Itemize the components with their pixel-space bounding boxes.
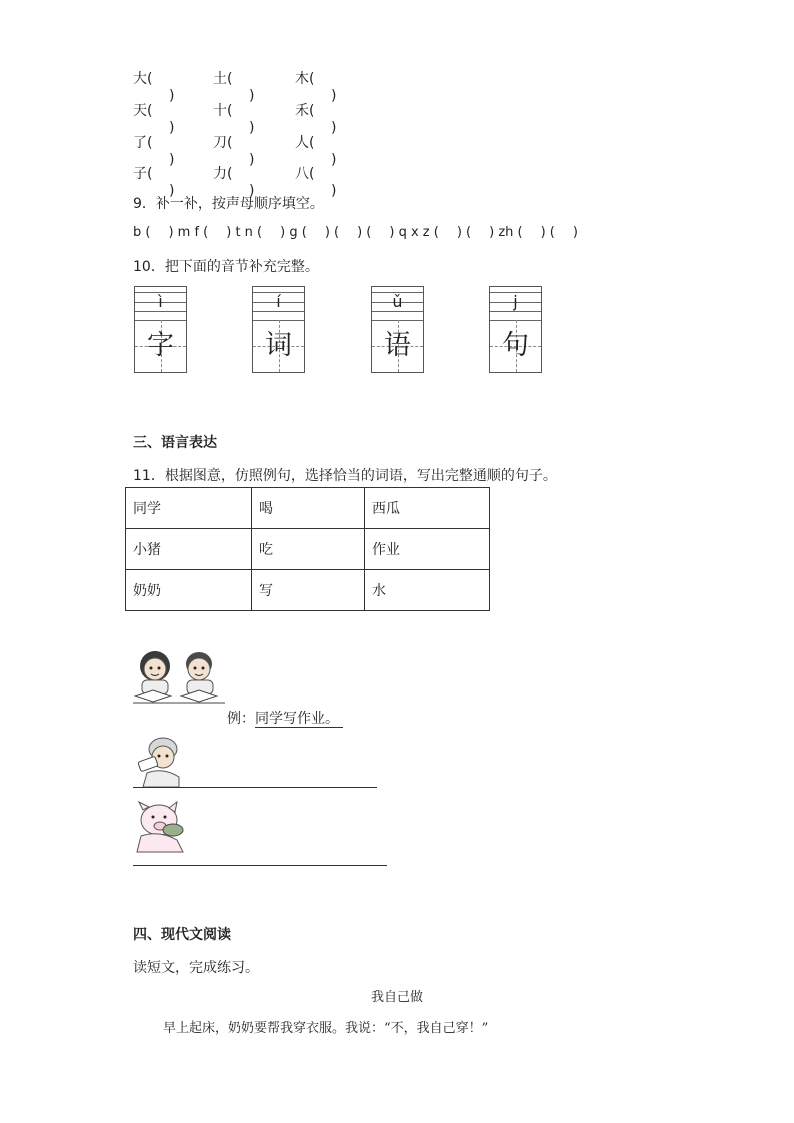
sequence-fragment: ) m f ( [168,225,209,240]
close-paren: ) [249,88,255,104]
example-answer: 同学写作业。 [255,711,343,728]
hanzi-character: 词 [265,330,292,361]
question-10-title: 10．把下面的音节补充完整。 [133,259,319,275]
reading-paragraph-1: 早上起床，奶奶要帮我穿衣服。我说：“不，我自己穿！” [163,1021,489,1036]
children-reading-illustration [133,648,225,704]
answer-line-1[interactable] [133,787,377,788]
pinyin-box[interactable] [489,286,542,373]
table-cell: 同学 [126,488,252,529]
sequence-fragment: ) ( [456,225,472,240]
close-paren: ) [169,152,175,168]
sequence-fragment: ) g ( [280,225,307,240]
character: 木( [295,71,315,87]
close-paren: ) [249,183,255,199]
section-4-heading: 四、现代文阅读 [133,927,231,943]
hanzi-character: 字 [147,330,174,361]
table-cell: 西瓜 [365,488,490,529]
character-blank[interactable] [133,100,174,136]
table-cell: 喝 [252,488,365,529]
sequence-fragment: ) ( [540,225,555,240]
sequence-fragment: ) ( [324,225,340,240]
character: 刀( [213,135,233,151]
hanzi-character: 句 [502,330,529,361]
close-paren: ) [331,88,337,104]
reading-title: 我自己做 [370,990,423,1005]
hanzi-character: 语 [384,330,411,361]
character: 子( [133,166,153,182]
section-3-heading: 三、语言表达 [133,435,217,451]
character: 禾( [295,103,315,119]
close-paren: ) [169,183,175,199]
question-9-title: 9．补一补，按声母顺序填空。 [133,196,324,212]
pinyin-text: í [276,292,281,311]
close-paren: ) [249,152,255,168]
sequence-fragment: ) t n ( [226,225,263,240]
question-9-sequence [133,225,578,240]
character: 土( [213,71,233,87]
table-row [126,488,490,529]
close-paren: ) [331,183,337,199]
pinyin-text: ì [158,292,163,311]
table-cell: 作业 [365,529,490,570]
close-paren: ) [169,120,175,136]
sequence-fragment: ) ( [357,225,372,240]
table-cell: 奶奶 [126,570,252,611]
reading-instruction: 读短文，完成练习。 [133,960,259,976]
sequence-fragment: ) zh ( [489,225,523,240]
pinyin-box[interactable] [252,286,305,373]
character: 人( [295,135,315,151]
close-paren: ) [249,120,255,136]
pinyin-box[interactable] [134,286,187,373]
character-blank[interactable] [213,68,254,104]
character-blank[interactable] [295,100,336,136]
example-sentence: 例：同学写作业。 [227,708,343,728]
character: 十( [213,103,233,119]
grandma-drinking-illustration [133,735,187,787]
character: 天( [133,103,153,119]
table-cell: 吃 [252,529,365,570]
character-blank[interactable] [213,100,254,136]
character: 大( [133,71,153,87]
character-blank[interactable] [295,68,336,104]
sequence-fragment: ) q x z ( [389,225,439,240]
pinyin-text: ǔ [392,292,403,311]
sequence-fragment: b ( [133,225,151,240]
close-paren: ) [331,120,337,136]
table-cell: 写 [252,570,365,611]
question-11-title: 11．根据图意，仿照例句，选择恰当的词语，写出完整通顺的句子。 [133,468,557,484]
table-cell: 小猪 [126,529,252,570]
table-row [126,529,490,570]
pinyin-box[interactable] [371,286,424,373]
close-paren: ) [331,152,337,168]
answer-line-2[interactable] [133,865,387,866]
word-table [125,487,490,611]
character: 八( [295,166,315,182]
table-row [126,570,490,611]
table-cell: 水 [365,570,490,611]
pig-eating-illustration [133,800,191,858]
close-paren: ) [169,88,175,104]
pinyin-text: j [513,292,518,311]
sequence-fragment: ) [572,225,578,240]
character-blank[interactable] [133,68,174,104]
character: 力( [213,166,233,182]
character: 了( [133,135,153,151]
